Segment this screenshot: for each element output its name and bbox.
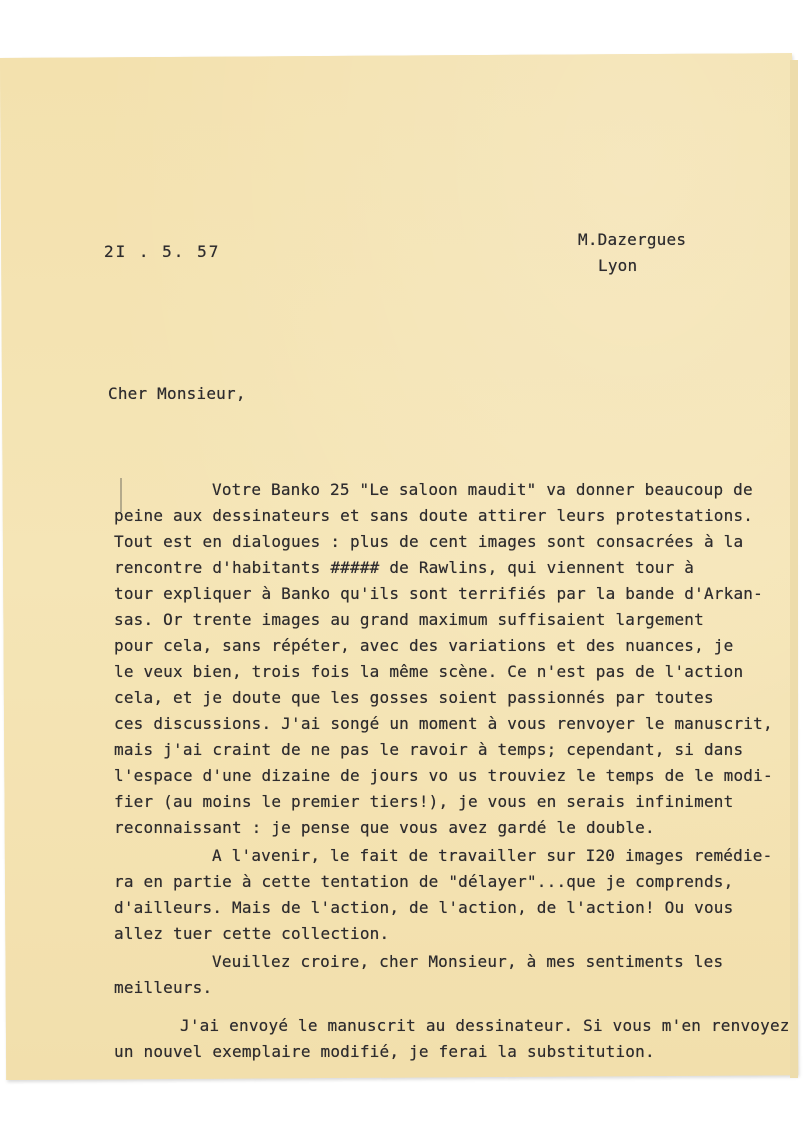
body-line: ces discussions. J'ai songé un moment à vous renvoyer le manuscrit,	[114, 714, 773, 733]
body-line: reconnaissant : je pense que vous avez gardé le double.	[114, 818, 655, 837]
body-line: ra en partie à cette tentation de "délayer"...que je comprends,	[114, 872, 734, 891]
body-line: cela, et je doute que les gosses soient passionnés par toutes	[114, 688, 714, 707]
body-line: peine aux dessinateurs et sans doute attirer leurs protestations.	[114, 506, 754, 525]
sheet-edge	[790, 60, 798, 1078]
body-line: mais j'ai craint de ne pas le ravoir à temps; cependant, si dans	[114, 740, 744, 759]
body-line: allez tuer cette collection.	[114, 924, 390, 943]
body-line: A l'avenir, le fait de travailler sur I20 images remédie-	[212, 846, 773, 865]
letter-date: 2I . 5. 57	[104, 242, 221, 261]
body-line: l'espace d'une dizaine de jours vo us trouviez le temps de le modi-	[114, 766, 773, 785]
body-line: le veux bien, trois fois la même scène. Ce n'est pas de l'action	[114, 662, 744, 681]
body-line: Veuillez croire, cher Monsieur, à mes sentiments les	[212, 952, 724, 971]
body-line: un nouvel exemplaire modifié, je ferai la substitution.	[114, 1042, 655, 1061]
body-line: Tout est en dialogues : plus de cent images sont consacrées à la	[114, 532, 744, 551]
salutation: Cher Monsieur,	[108, 384, 246, 403]
body-line: rencontre d'habitants ##### de Rawlins, qui viennent tour à	[114, 558, 695, 577]
body-line: Votre Banko 25 "Le saloon maudit" va donner beaucoup de	[212, 480, 753, 499]
body-line: sas. Or trente images au grand maximum suffisaient largement	[114, 610, 704, 629]
body-line: J'ai envoyé le manuscrit au dessinateur. Si vous m'en renvoyez	[180, 1016, 790, 1035]
body-line: pour cela, sans répéter, avec des variations et des nuances, je	[114, 636, 734, 655]
body-line: d'ailleurs. Mais de l'action, de l'action, de l'action! Ou vous	[114, 898, 734, 917]
body-line: fier (au moins le premier tiers!), je vous en serais infiniment	[114, 792, 734, 811]
recipient-city: Lyon	[598, 256, 638, 275]
recipient-name: M.Dazergues	[578, 230, 687, 249]
body-line: meilleurs.	[114, 978, 213, 997]
body-line: tour expliquer à Banko qu'ils sont terrifiés par la bande d'Arkan-	[114, 584, 763, 603]
